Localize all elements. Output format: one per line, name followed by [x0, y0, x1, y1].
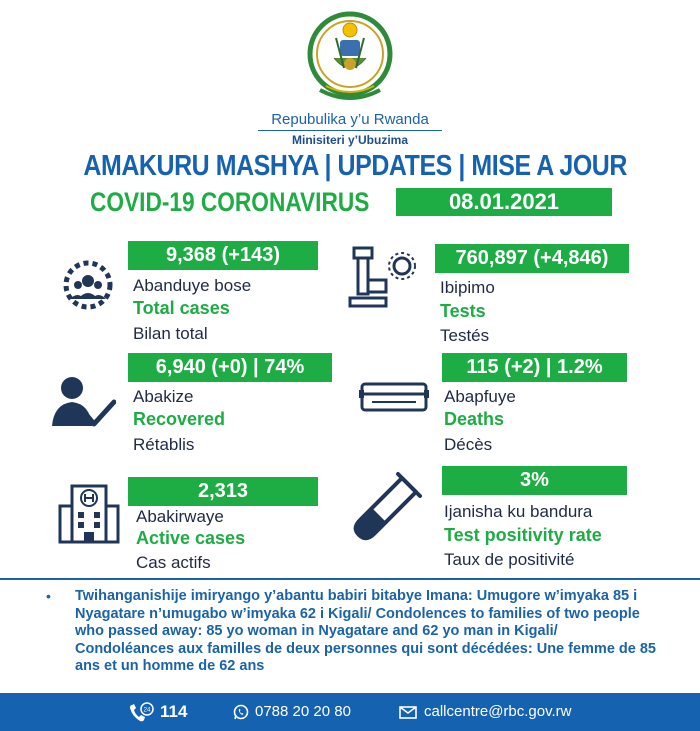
svg-text:24: 24: [143, 707, 151, 714]
deaths-value: 115 (+2) | 1.2%: [442, 353, 627, 382]
tests-rw: Ibipimo: [440, 278, 495, 297]
microscope-icon: [346, 244, 422, 316]
republic-title: Repubulika y’u Rwanda: [271, 111, 429, 128]
positivity-fr: Taux de positivité: [444, 550, 575, 569]
test-tube-icon: [350, 470, 424, 544]
email-icon: [399, 706, 417, 724]
headline: AMAKURU MASHYA | UPDATES | MISE A JOUR: [83, 150, 627, 182]
condolence-note: Twihanganishije imiryango y’abantu babiri bitabye Imana: Umugore w’imyaka 85 i Nyagatare n’umugabo w’imyaka 62 i Kigali/ Condolences to families of two people who passed away: 85 yo woman in Nyagatare and 62 yo man in Kigali/ Condoléances aux familles de deux personnes qui sont décédées: Une femme de 85 ans et un homme de 62 ans: [75, 588, 656, 675]
hospital-icon: [58, 480, 120, 546]
group-virus-icon: [60, 257, 116, 313]
subheadline: COVID-19 CORONAVIRUS: [90, 187, 370, 217]
divider: [258, 130, 442, 131]
deaths-en: Deaths: [444, 409, 505, 429]
deaths-fr: Décès: [444, 435, 493, 454]
tests-en: Tests: [440, 301, 486, 321]
email-address[interactable]: callcentre@rbc.gov.rw: [424, 703, 572, 720]
recovered-rw: Abakize: [133, 387, 194, 406]
phone-24-icon: [128, 702, 154, 729]
positivity-value: 3%: [442, 466, 627, 495]
recovered-value: 6,940 (+0) | 74%: [128, 353, 332, 382]
tests-value: 760,897 (+4,846): [435, 244, 629, 273]
rwanda-coat-of-arms-icon: [304, 8, 396, 108]
divider: [0, 578, 700, 580]
total-cases-rw: Abanduye bose: [133, 276, 252, 295]
recovered-fr: Rétablis: [133, 435, 195, 454]
person-check-icon: [50, 372, 116, 434]
tests-fr: Testés: [440, 326, 490, 345]
whatsapp-number[interactable]: 0788 20 20 80: [255, 703, 351, 720]
total-cases-en: Total cases: [133, 298, 230, 318]
hotline-number[interactable]: 114: [160, 702, 188, 721]
bullet: •: [46, 588, 51, 604]
recovered-en: Recovered: [133, 409, 226, 429]
date-badge: 08.01.2021: [396, 188, 612, 216]
coffin-icon: [358, 380, 430, 416]
active-cases-fr: Cas actifs: [136, 553, 211, 572]
positivity-rw: Ijanisha ku bandura: [444, 502, 593, 521]
active-cases-value: 2,313: [128, 477, 318, 506]
active-cases-en: Active cases: [136, 528, 246, 548]
total-cases-fr: Bilan total: [133, 324, 208, 343]
ministry-title: Minisiteri y’Ubuzima: [291, 133, 409, 147]
deaths-rw: Abapfuye: [444, 387, 516, 406]
total-cases-value: 9,368 (+143): [128, 241, 318, 270]
positivity-en: Test positivity rate: [444, 525, 602, 545]
active-cases-rw: Abakirwaye: [136, 507, 224, 526]
whatsapp-icon: [233, 704, 249, 725]
